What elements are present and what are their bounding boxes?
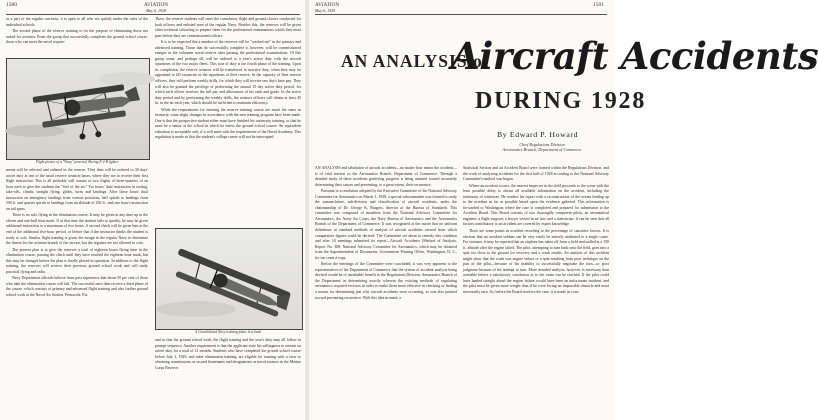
trainer-photo (155, 228, 303, 330)
byline-affiliation: Aeronautics Branch, Department of Commerce (502, 147, 582, 152)
paragraph: While the requirements for entering the reserve training course are much the same as formerly, some slight changes in accordance with the new training program have been made. One is that the prospective student either must have finished his university training, or that he must be a senior at the school in which he enters the ground school course. An equivalent education is acceptable only if it will meet with the requirements of the Naval Academy. This regulation is made so that the student's college career will not be interrupted (155, 107, 301, 140)
paragraph: It is to be expected that a number of the reserves will be "washed out" in the primary and advanced training. Those that do successfully complete it, however, will be commissioned ensigns in the volunteer naval reserve after passing the professional examinations. Of this group some, and perhaps all, will be ordered to a year's active duty with the aircraft squadrons of the two major fleets. This tour of duty is the fourth phase of the training. Upon its completion, the reserve aviators will be transferred to inactive duty, when they may be appointed to fill vacancies in the squadrons at fleet reserve. In the capacity of fleet reserve officers, they will perform weekly drills, for which they will receive one day's base pay. They will also be granted the privilege of performing the annual 15 day active duty period, for which each officer receives the full pay and allowances of his rank and grade. In the active duty period and by performing the weekly drills, the aviators officers will obtain at least 45 hr. in the air each year, which should be sufficient to maintain efficiency. (155, 40, 301, 106)
paragraph: Pursuant to a resolution adopted by the Executive Committee of the National Advisory Committee for Aeronautics on March 1, 1928, a special subcommittee was formed to study the nomenclature, sub-division and classification of aircraft accidents, under the chairmanship of Dr. George K. Burgess, director of the Bureau of Standards. This committee was composed of members from the National Advisory Committee for Aeronautics, the Army Air Corps, the Navy Bureau of Aeronautics and the Aeronautics Branch of the Department of Commerce. It was recognized at the outset that no uniform definitions or standard methods of analysis of aircraft accidents existed from which comparative figures could be derived. The Committee set about to remedy this condition and after 10 meetings submitted its report—Aircraft Accidents (Method of Analysis, Report No. 308, National Advisory Committee for Aeronautics, which may be obtained from the Superintendent of Documents, Government Printing Office, Washington, D. C., for ten cents a copy. (315, 189, 457, 260)
paragraph: The second phase of the reserve training is for the purpose of eliminating those not suited for aviation. From the group that successfully completes the ground school course, those who can meet the naval require- (6, 29, 148, 45)
left-page (0, 0, 305, 420)
header-date: May 6, 1929 (315, 8, 336, 13)
title-kicker: AN ANALYSIS of (341, 51, 490, 71)
paragraph: and so that the ground school work, the flight training and the year's duty may all follow in prompt sequence. Another requirement is that the applicant state his willingness to remain on active duty for a total of 21 months. Students who have completed the ground school course before July 1, 1929, and enter elimination training, are eligible for training with a view to obtaining commissions as second lieutenants and designations as naval aviators in the Marine Corps Reserve. (155, 338, 301, 370)
article-subtitle: DURING 1928 (475, 88, 647, 114)
left-col2-bottom-text (155, 338, 301, 416)
paragraph: Statistical Section and an Accident Board were formed within the Regulations Division, and the work of analyzing accidents for the first half of 1928 according to the National Advisory Committee's method was begun. (463, 166, 609, 182)
paragraph: Navy Department officials believe from past experience that about 50 per cent of those who take the elimination course will fail. The successful ones then receive a third phase of the course, which consists of primary and advanced flight training and also further ground school work at the Naval Air Station, Pensacola, Fla. (6, 276, 148, 298)
header-title: AVIATION (143, 2, 169, 8)
biplane-photo (6, 58, 150, 160)
biplane-illustration (7, 59, 149, 159)
running-header (136, 2, 176, 14)
lead-paragraph: AN ANALYSIS and tabulation of aircraft accidents—no matter how minor the accident—is of vital interest to the Aeronautics Branch, Department of Commerce. Through a detailed study of these accidents gratifying progress is being attained toward accurately determining their causes and preventing, to a great extent, their recurrence. (315, 166, 457, 187)
photo1-caption: Flight picture of a "Wasp" powered, Boeing F-2-B fighter (35, 160, 119, 164)
left-col2-top-text (155, 17, 301, 226)
paragraph: Where an accident occurs, the nearest inspector in the field proceeds to the scene with the least possible delay to obtain all available information on the accident, including the testimony of witnesses. He renders his report with a reconstruction of the events leading up to the accident as far as possible based upon the evidence gathered. This information is forwarded to Washington where the case is completed and prepared for submission to the Accident Board. This Board consists of two thoroughly competent pilots, an aeronautical engineer, a flight surgeon, a lawyer versed in air law, and a statistician. It can be seen that all factors contributory to an accident are covered by expert knowledge. (463, 183, 609, 227)
paragraph: There is no solo flying in the elimination course. It may be given at any time up to the eleven and one-half hour mark. If at that time the student fails to qualify, he may be given additional instruction to a maximum of five hours. A second check will be given him at the end of the additional five-hour period, or before that if the instructor thinks the student is ready to solo. Similar flight training is given the ensign in the regular Navy to determine the fitness for the aviation branch of the service, but the regulars are not allowed to solo. (6, 213, 148, 246)
page-number: 1500 (6, 2, 17, 8)
photo2-caption: A Consolidated Navy training plane in a bank (194, 330, 262, 334)
page-number: 1501 (593, 2, 604, 8)
trainer-illustration (156, 229, 302, 329)
header-rule (315, 14, 607, 15)
byline: By Edward P. Howard (497, 130, 579, 139)
paragraph: The present plan is to give the reserves a total of eighteen hours flying time in the elimination course, passing the check until they have reached the eighteen hour mark, but this may be changed before the plan is finally placed in operation. In addition to the flight training, the reserves will receive their previous ground school work and will study practical flying and radio. (6, 247, 148, 274)
header-date: May 6, 1928 (145, 8, 167, 13)
paragraph: There, the reserve students will enter the cumulatory flight and ground classes conducted for both officers and enlisted men of the regular Navy. Besides this, the reserves will be given other technical schooling to prepare them for the professional examinations which they must pass before they are commissioned officers. (155, 17, 301, 38)
paragraph: ments will be selected and enlisted in the reserve. They then will be ordered to 30 days' active duty at one of the naval reserve aviation bases, where they are to receive their first flight instruction. This is all probably will consist of two flights of three-quarters of an hour each to give the students the "feel of the air." For hours' dual instruction in taxiing, take-offs, climbs, straight flying, glides, turns and landings. After these hours' dual instruction on emergency landings from various positions, half spirals to landings from 500 ft. and quarter spirals to landings from an altitude of 250 ft., and one hour's instruction on tail spins. (6, 168, 148, 211)
right-page (309, 0, 818, 420)
running-header (315, 2, 339, 14)
paragraph: Before the meetings of the Committee were concluded, it was very apparent to the representatives of the Department of Commerce that the system of accident analysis being devised would be of invaluable benefit to the Regulations Division, Aeronautics Branch of the Department in determining exactly wherein the existing methods of regulating aeronautics required revision in order to make them more effective in checking or finding a reason for determining just why aircraft accidents were occurring, as was also pointed toward preventing recurrence. With this idea in mind, a (315, 262, 457, 300)
paragraph: There are some points in accident recording to the percentage of causative factors. It is obvious that an accident seldom can be very easily be entirely attributed to a single cause. For instance, it may be reported that an airplane has taken off from a field and stalled at a 150 ft. altitude after the engine failed. The pilot, attempting to turn back onto the field, goes into a spin too close to the ground for recovery and a crash results. An analysis of this accident might show that the crash was engine failure or a spin resulting from poor technique on the part of the pilot—because of his inability to successfully negotiate the turn—or poor judgment because of his attempt to turn. More detailed analysis, however, is necessary than available before a satisfactory conclusion as to the cause can be reached. If the pilot could have landed straight ahead the engine failure would have been an unfortunate incident, and the pilot must be given more weight than if he were facing an impossible obstacle and must necessarily turn. So, before the Board receives the case, it is made as com- (463, 229, 609, 295)
left-col1-top-text (6, 17, 148, 45)
header-title: AVIATION (315, 2, 340, 8)
header-rule (6, 14, 300, 15)
byline-role: Chief Regulations Division (519, 142, 565, 147)
right-col1-text (315, 166, 457, 416)
article-title: Aircraft Accidents (451, 34, 818, 78)
right-col2-text (463, 166, 609, 416)
left-col1-bottom-text (6, 168, 148, 416)
paragraph: as a part of the regular curricula, it is open to all who are qualify under the rules of the individual schools. (6, 17, 148, 27)
